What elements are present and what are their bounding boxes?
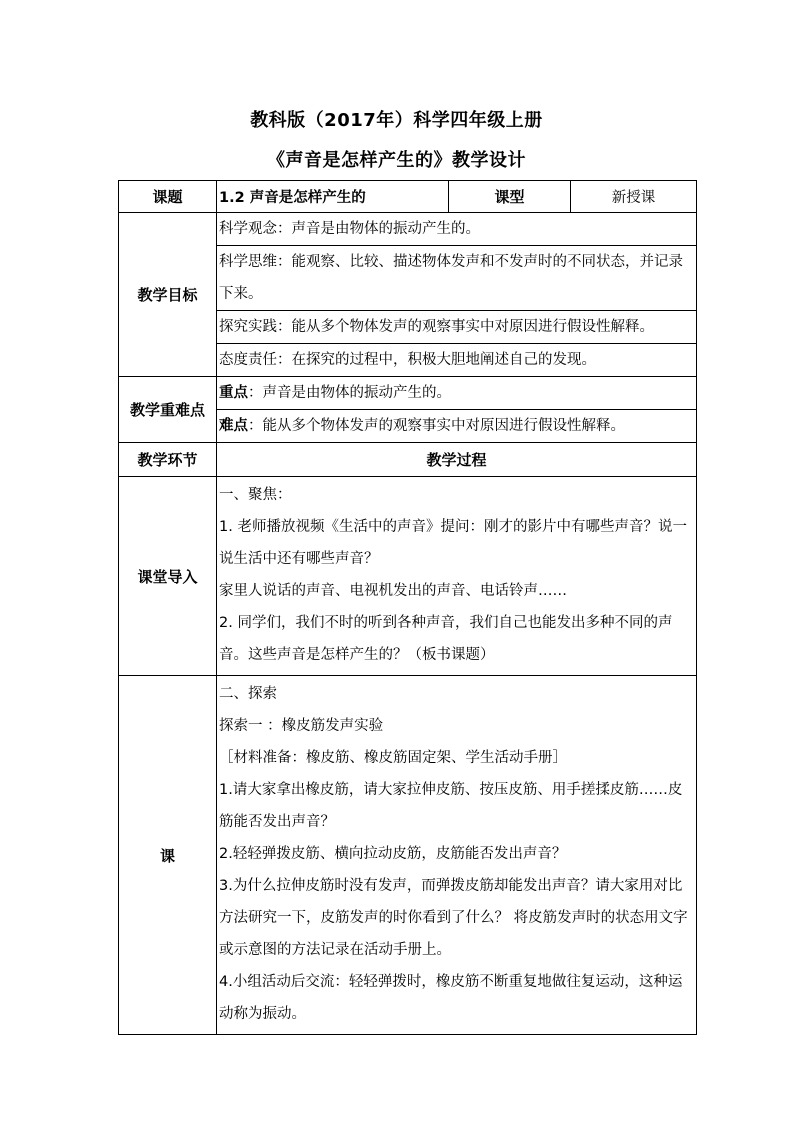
explore-line: 2.轻轻弹拨皮筋、横向拉动皮筋，皮筋能否发出声音？ — [219, 846, 567, 862]
document-subtitle: 《声音是怎样产生的》教学设计 — [267, 150, 526, 171]
explore-line: 4.小组活动后交流：轻轻弹拨时，橡皮筋不断重复地做往复运动，这种运动称为振动。 — [219, 974, 683, 1022]
intro-line: 1. 老师播放视频《生活中的声音》提问：刚才的影片中有哪些声音？说一说生活中还有哪些声音？ — [219, 519, 687, 567]
intro-cell — [217, 477, 697, 676]
difficulty-item — [217, 410, 696, 442]
topic-label: 课题 — [119, 181, 217, 213]
keypoint-text: ：声音是由物体的振动产生的。 — [248, 385, 451, 401]
goals-row — [119, 213, 697, 377]
document-title: 教科版（2017年）科学四年级上册 — [250, 110, 543, 131]
lesson-label: 课 — [119, 676, 217, 1035]
explore-line: ［材料准备：橡皮筋、橡皮筋固定架、学生活动手册］ — [219, 750, 567, 766]
stage-label: 教学环节 — [119, 443, 217, 477]
difficulty-tag: 难点 — [219, 418, 248, 434]
explore-line: 1.请大家拿出橡皮筋，请大家拉伸皮筋、按压皮筋、用手搓揉皮筋……皮筋能否发出声音？ — [219, 782, 683, 830]
explore-line: 探索一 ：橡皮筋发声实验 — [219, 718, 384, 734]
intro-label: 课堂导入 — [119, 477, 217, 676]
type-label: 课型 — [449, 181, 571, 213]
lesson-row — [119, 676, 697, 1035]
keypoints-cell — [217, 377, 697, 443]
keypoints-row — [119, 377, 697, 443]
explore-line: 二、探索 — [219, 686, 277, 702]
type-value: 新授课 — [571, 181, 697, 213]
goal-item: 科学思维：能观察、比较、描述物体发声和不发声时的不同状态，并记录下来。 — [217, 246, 696, 311]
keypoints-label: 教学重难点 — [119, 377, 217, 443]
intro-line: 2. 同学们，我们不时的听到各种声音，我们自己也能发出多种不同的声音。这些声音是怎样产生的？（板书课题） — [219, 615, 673, 663]
explore-line: 3.为什么拉伸皮筋时没有发声，而弹拨皮筋却能发出声音？请大家用对比方法研究一下，皮筋发声的时你看到了什么？ 将皮筋发声时的状态用文字或示意图的方法记录在活动手册上。 — [219, 878, 688, 958]
intro-line: 家里人说话的声音、电视机发出的声音、电话铃声…… — [219, 583, 567, 599]
goal-item: 探究实践：能从多个物体发声的观察事实中对原因进行假设性解释。 — [217, 311, 696, 344]
lesson-plan-table — [118, 180, 697, 1035]
goal-item: 态度责任：在探究的过程中，积极大胆地阐述自己的发现。 — [219, 352, 596, 368]
intro-line: 一、聚焦： — [219, 487, 292, 503]
keypoint-tag: 重点 — [219, 385, 248, 401]
goal-item: 科学观念：声音是由物体的振动产生的。 — [217, 213, 696, 246]
process-label: 教学过程 — [217, 443, 697, 477]
topic-value: 1.2 声音是怎样产生的 — [217, 181, 449, 213]
header-row — [119, 443, 697, 477]
keypoint-item — [217, 377, 696, 410]
difficulty-text: ：能从多个物体发声的观察事实中对原因进行假设性解释。 — [248, 418, 625, 434]
explore-cell — [217, 676, 697, 1035]
topic-row — [119, 181, 697, 213]
intro-row — [119, 477, 697, 676]
goals-label: 教学目标 — [119, 213, 217, 377]
goals-cell — [217, 213, 697, 377]
